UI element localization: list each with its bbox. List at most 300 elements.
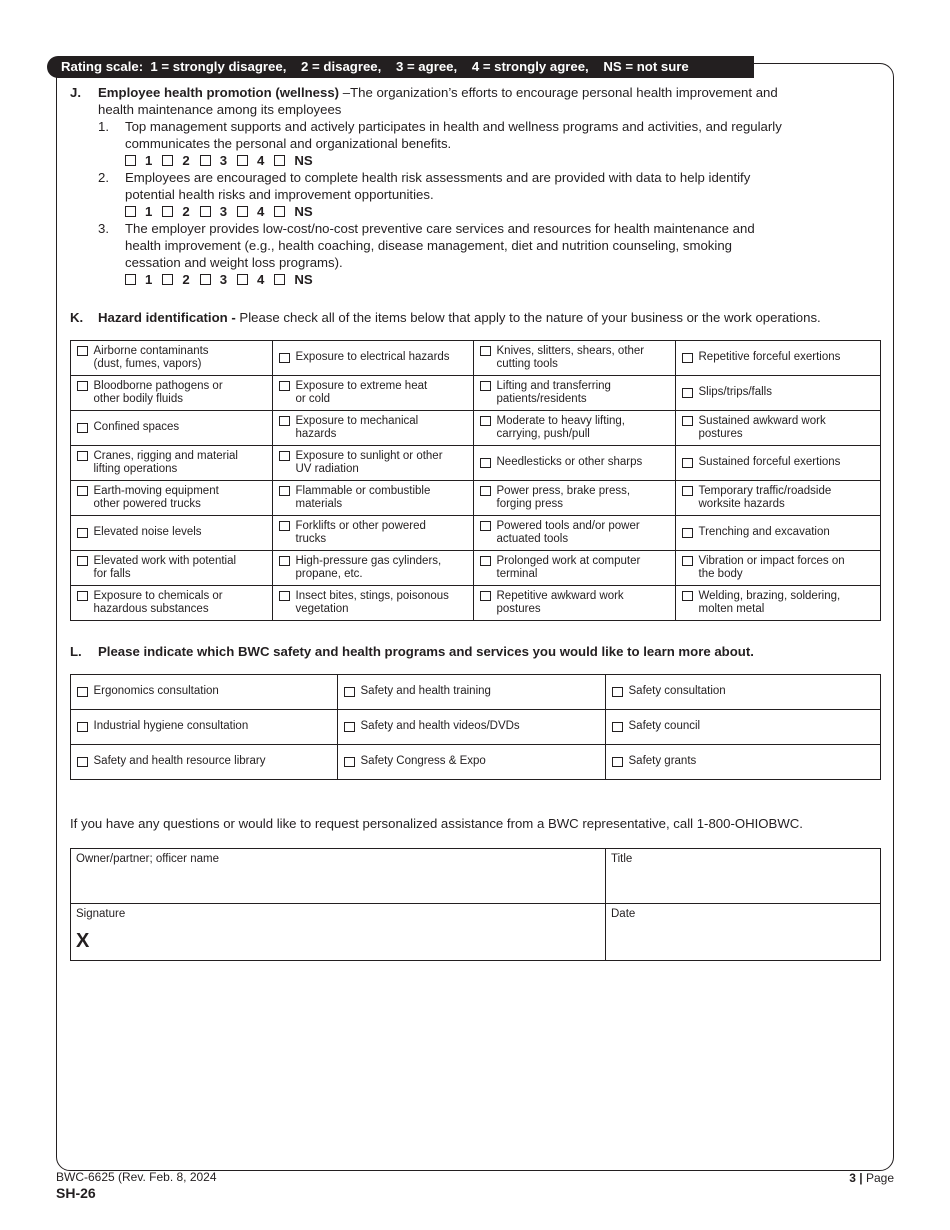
- section-j-item-line: cessation and weight loss programs).: [125, 255, 343, 270]
- checkbox[interactable]: [480, 556, 491, 567]
- hazard-option[interactable]: [279, 380, 469, 407]
- program-label: Safety and health training: [360, 685, 491, 698]
- rating-option[interactable]: [162, 153, 189, 168]
- hazard-cell[interactable]: [474, 481, 676, 516]
- hazard-label-line: Elevated work with potential: [93, 554, 237, 567]
- hazard-cell[interactable]: [273, 586, 474, 621]
- hazard-cell[interactable]: [676, 411, 881, 446]
- hazard-label: [296, 351, 450, 365]
- section-k-letter: K.: [70, 310, 84, 325]
- checkbox[interactable]: [682, 556, 693, 567]
- checkbox[interactable]: [200, 155, 211, 166]
- program-table: [70, 674, 881, 780]
- hazard-label-line: Vibration or impact forces on: [698, 554, 845, 567]
- rating-option[interactable]: [125, 272, 152, 287]
- hazard-label-line: for falls: [93, 568, 131, 580]
- hazard-label: [699, 555, 845, 582]
- hazard-label: [94, 421, 180, 435]
- hazard-cell[interactable]: [676, 586, 881, 621]
- checkbox[interactable]: [682, 591, 693, 602]
- checkbox[interactable]: [612, 757, 623, 768]
- checkbox[interactable]: [162, 274, 173, 285]
- checkbox[interactable]: [480, 591, 491, 602]
- checkbox[interactable]: [682, 353, 693, 364]
- hazard-label: [497, 345, 645, 372]
- hazard-label-line: Exposure to mechanical: [295, 414, 419, 427]
- hazard-label-line: UV radiation: [295, 463, 359, 475]
- checkbox[interactable]: [77, 528, 88, 539]
- page-word: Page: [865, 1171, 894, 1185]
- hazard-label-line: Power press, brake press,: [496, 484, 631, 497]
- checkbox[interactable]: [279, 521, 290, 532]
- hazard-option[interactable]: [480, 345, 671, 372]
- rating-option[interactable]: [125, 153, 152, 168]
- hazard-cell[interactable]: [273, 516, 474, 551]
- hazard-option[interactable]: [279, 485, 469, 512]
- hazard-option[interactable]: [77, 450, 268, 477]
- program-row: [71, 675, 881, 710]
- rating-option-label: NS: [294, 272, 313, 287]
- rating-option[interactable]: [237, 204, 264, 219]
- program-cell[interactable]: [338, 675, 606, 710]
- hazard-option[interactable]: [682, 351, 876, 365]
- section-j-item-line: communicates the personal and organizational benefits.: [125, 136, 452, 151]
- checkbox[interactable]: [77, 687, 88, 698]
- hazard-option[interactable]: [77, 380, 268, 407]
- hazard-label: [296, 485, 431, 512]
- checkbox[interactable]: [237, 155, 248, 166]
- program-cell[interactable]: [338, 745, 606, 780]
- hazard-option[interactable]: [480, 485, 671, 512]
- hazard-label-line: hazardous substances: [93, 603, 209, 615]
- hazard-label-line: propane, etc.: [295, 568, 363, 580]
- program-cell[interactable]: [71, 710, 338, 745]
- program-option[interactable]: [612, 755, 876, 769]
- checkbox[interactable]: [162, 155, 173, 166]
- program-cell[interactable]: [71, 675, 338, 710]
- signature-field[interactable]: [71, 904, 606, 961]
- hazard-cell[interactable]: [71, 446, 273, 481]
- hazard-label-line: lifting operations: [93, 463, 178, 475]
- hazard-label-line: the body: [698, 568, 743, 580]
- program-label: Ergonomics consultation: [93, 685, 219, 698]
- section-j-title: Employee health promotion (wellness): [98, 85, 340, 100]
- section-j-heading: [98, 84, 888, 118]
- hazard-label-line: actuated tools: [496, 533, 569, 545]
- hazard-option[interactable]: [279, 590, 469, 617]
- hazard-option[interactable]: [77, 590, 268, 617]
- hazard-option[interactable]: [480, 555, 671, 582]
- section-j-item-line: health improvement (e.g., health coaching, disease management, diet and nutrition counseling, smoking: [125, 238, 732, 253]
- checkbox[interactable]: [77, 346, 88, 357]
- hazard-label-line: Welding, brazing, soldering,: [698, 589, 841, 602]
- checkbox[interactable]: [274, 274, 285, 285]
- checkbox[interactable]: [480, 416, 491, 427]
- checkbox[interactable]: [344, 722, 355, 733]
- checkbox[interactable]: [279, 556, 290, 567]
- rating-option[interactable]: [274, 272, 312, 287]
- hazard-option[interactable]: [77, 555, 268, 582]
- checkbox[interactable]: [125, 155, 136, 166]
- hazard-label-line: Earth-moving equipment: [93, 484, 219, 497]
- hazard-label-line: Exposure to sunlight or other: [295, 449, 443, 462]
- hazard-label-line: High-pressure gas cylinders,: [295, 554, 442, 567]
- checkbox[interactable]: [279, 381, 290, 392]
- page-num: 3: [849, 1171, 856, 1185]
- checkbox[interactable]: [200, 206, 211, 217]
- section-j-desc-line1: –The organization’s efforts to encourage personal health improvement and: [339, 85, 778, 100]
- checkbox[interactable]: [77, 757, 88, 768]
- hazard-label-line: cutting tools: [496, 358, 558, 370]
- checkbox[interactable]: [344, 687, 355, 698]
- hazard-option[interactable]: [480, 590, 671, 617]
- hazard-label-line: Prolonged work at computer: [496, 554, 641, 567]
- program-cell[interactable]: [606, 745, 881, 780]
- hazard-option[interactable]: [279, 415, 469, 442]
- owner-name-label: Owner/partner; officer name: [76, 853, 219, 865]
- hazard-option[interactable]: [682, 485, 876, 512]
- program-cell[interactable]: [606, 675, 881, 710]
- program-cell[interactable]: [338, 710, 606, 745]
- rating-option-label: NS: [294, 204, 313, 219]
- rating-option[interactable]: [200, 153, 227, 168]
- checkbox[interactable]: [279, 353, 290, 364]
- hazard-label: [497, 456, 643, 470]
- program-cell[interactable]: [71, 745, 338, 780]
- hazard-cell[interactable]: [273, 411, 474, 446]
- rating-option-label: 3: [219, 272, 228, 287]
- hazard-row: [71, 341, 881, 376]
- section-j-item-text: [125, 169, 885, 203]
- hazard-label-line: Flammable or combustible: [295, 484, 431, 497]
- hazard-label-line: carrying, push/pull: [496, 428, 590, 440]
- hazard-option[interactable]: [480, 415, 671, 442]
- hazard-label-line: Slips/trips/falls: [698, 386, 772, 399]
- hazard-label: [699, 415, 826, 442]
- owner-name-field[interactable]: [71, 849, 606, 904]
- form-id: BWC-6625 (Rev. Feb. 8, 2024: [56, 1170, 217, 1184]
- program-label: Safety Congress & Expo: [360, 755, 486, 768]
- hazard-label-line: materials: [295, 498, 343, 510]
- rating-option[interactable]: [274, 153, 312, 168]
- rating-option-label: 4: [257, 153, 265, 168]
- rating-option-label: 4: [257, 204, 265, 219]
- program-cell[interactable]: [606, 710, 881, 745]
- hazard-option[interactable]: [279, 351, 469, 365]
- checkbox[interactable]: [682, 528, 693, 539]
- hazard-label: [94, 590, 223, 617]
- rating-option[interactable]: [200, 272, 227, 287]
- checkbox[interactable]: [77, 722, 88, 733]
- checkbox[interactable]: [77, 556, 88, 567]
- section-j-desc-line2: health maintenance among its employees: [98, 102, 342, 117]
- section-j-item-line: Employees are encouraged to complete health risk assessments and are provided with data to help identify: [125, 170, 751, 185]
- hazard-label: [497, 415, 626, 442]
- hazard-label: [699, 386, 773, 400]
- hazard-option[interactable]: [77, 421, 268, 435]
- hazard-cell[interactable]: [71, 376, 273, 411]
- checkbox[interactable]: [480, 346, 491, 357]
- hazard-label: [699, 526, 830, 540]
- section-j-item-number: 1.: [98, 119, 109, 134]
- hazard-label-line: terminal: [496, 568, 538, 580]
- hazard-option[interactable]: [77, 485, 268, 512]
- hazard-option[interactable]: [480, 520, 671, 547]
- hazard-option[interactable]: [480, 456, 671, 470]
- hazard-cell[interactable]: [71, 516, 273, 551]
- rating-option-label: 2: [182, 153, 190, 168]
- section-j-item-line: potential health risks and improvement opportunities.: [125, 187, 434, 202]
- hazard-label-line: Bloodborne pathogens or: [93, 379, 223, 392]
- hazard-label-line: vegetation: [295, 603, 349, 615]
- section-j-item-number: 3.: [98, 221, 109, 236]
- rating-options: [125, 152, 323, 169]
- checkbox[interactable]: [612, 722, 623, 733]
- hazard-cell[interactable]: [676, 446, 881, 481]
- checkbox[interactable]: [682, 486, 693, 497]
- rating-option[interactable]: [162, 272, 189, 287]
- hazard-row: [71, 586, 881, 621]
- date-label: Date: [611, 908, 636, 920]
- hazard-row: [71, 446, 881, 481]
- hazard-option[interactable]: [682, 590, 876, 617]
- checkbox[interactable]: [682, 416, 693, 427]
- hazard-label: [699, 351, 841, 365]
- program-label: Safety consultation: [628, 685, 726, 698]
- date-field[interactable]: [606, 904, 881, 961]
- checkbox[interactable]: [237, 274, 248, 285]
- checkbox[interactable]: [200, 274, 211, 285]
- section-j-item-text: [125, 220, 885, 271]
- hazard-row: [71, 516, 881, 551]
- program-option[interactable]: [344, 685, 601, 699]
- program-label: Safety council: [628, 720, 701, 733]
- hazard-option[interactable]: [77, 526, 268, 540]
- hazard-option[interactable]: [682, 555, 876, 582]
- program-row: [71, 745, 881, 780]
- hazard-option[interactable]: [682, 415, 876, 442]
- hazard-label: [497, 485, 631, 512]
- rating-option-label: 4: [257, 272, 265, 287]
- checkbox[interactable]: [612, 687, 623, 698]
- hazard-label: [296, 415, 419, 442]
- hazard-label: [296, 590, 449, 617]
- checkbox[interactable]: [480, 486, 491, 497]
- hazard-cell[interactable]: [474, 586, 676, 621]
- checkbox[interactable]: [125, 274, 136, 285]
- rating-option-label: NS: [294, 153, 313, 168]
- page-sep: |: [855, 1171, 866, 1185]
- hazard-label-line: other bodily fluids: [93, 393, 183, 405]
- hazard-label-line: postures: [698, 428, 743, 440]
- hazard-label-line: Airborne contaminants: [93, 344, 209, 357]
- hazard-label-line: worksite hazards: [698, 498, 785, 510]
- title-field[interactable]: [606, 849, 881, 904]
- section-j-letter: J.: [70, 85, 81, 100]
- hazard-label: [699, 456, 841, 470]
- hazard-option[interactable]: [480, 380, 671, 407]
- checkbox[interactable]: [279, 451, 290, 462]
- hazard-label-line: Powered tools and/or power: [496, 519, 640, 532]
- hazard-label-line: Lifting and transferring: [496, 379, 611, 392]
- hazard-option[interactable]: [682, 386, 876, 400]
- hazard-label-line: Sustained awkward work: [698, 414, 826, 427]
- hazard-label: [497, 555, 641, 582]
- hazard-label-line: Repetitive forceful exertions: [698, 351, 841, 364]
- checkbox[interactable]: [682, 458, 693, 469]
- hazard-label-line: molten metal: [698, 603, 765, 615]
- program-option[interactable]: [77, 755, 333, 769]
- hazard-cell[interactable]: [676, 481, 881, 516]
- checkbox[interactable]: [279, 486, 290, 497]
- checkbox[interactable]: [77, 486, 88, 497]
- page-number: [849, 1171, 894, 1185]
- hazard-label: [94, 345, 209, 372]
- section-j-item-number: 2.: [98, 170, 109, 185]
- hazard-cell[interactable]: [273, 551, 474, 586]
- hazard-label-line: hazards: [295, 428, 337, 440]
- hazard-label-line: patients/residents: [496, 393, 587, 405]
- hazard-cell[interactable]: [474, 341, 676, 376]
- section-j-item-text: [125, 118, 885, 152]
- hazard-option[interactable]: [279, 555, 469, 582]
- section-k-title: Hazard identification -: [98, 310, 236, 325]
- hazard-cell[interactable]: [474, 551, 676, 586]
- hazard-label: [497, 520, 640, 547]
- hazard-label-line: Sustained forceful exertions: [698, 456, 841, 469]
- rating-option-label: 1: [145, 204, 153, 219]
- section-l-title: Please indicate which BWC safety and health programs and services you would like to learn more about.: [98, 644, 754, 659]
- hazard-label-line: Exposure to chemicals or: [93, 589, 223, 602]
- hazard-label-line: Elevated noise levels: [93, 526, 202, 539]
- checkbox[interactable]: [279, 416, 290, 427]
- hazard-label: [296, 450, 443, 477]
- hazard-label: [94, 555, 237, 582]
- rating-options: [125, 271, 323, 288]
- hazard-option[interactable]: [279, 450, 469, 477]
- program-option[interactable]: [612, 720, 876, 734]
- hazard-label-line: Cranes, rigging and material: [93, 449, 238, 462]
- checkbox[interactable]: [344, 757, 355, 768]
- checkbox[interactable]: [274, 155, 285, 166]
- hazard-option[interactable]: [279, 520, 469, 547]
- hazard-label-line: trucks: [295, 533, 327, 545]
- checkbox[interactable]: [77, 423, 88, 434]
- hazard-cell[interactable]: [273, 446, 474, 481]
- hazard-label-line: Insect bites, stings, poisonous: [295, 589, 449, 602]
- hazard-option[interactable]: [682, 526, 876, 540]
- hazard-cell[interactable]: [273, 376, 474, 411]
- rating-option[interactable]: [237, 153, 264, 168]
- rating-option[interactable]: [237, 272, 264, 287]
- checkbox[interactable]: [480, 521, 491, 532]
- rating-option[interactable]: [125, 204, 152, 219]
- program-option[interactable]: [344, 720, 601, 734]
- signature-table: [70, 848, 881, 961]
- checkbox[interactable]: [77, 381, 88, 392]
- hazard-row: [71, 551, 881, 586]
- checkbox[interactable]: [480, 458, 491, 469]
- checkbox[interactable]: [77, 591, 88, 602]
- checkbox[interactable]: [682, 388, 693, 399]
- section-l-letter: L.: [70, 644, 82, 659]
- contact-text: If you have any questions or would like to request personalized assistance from a BWC representative, call 1-800-OHIOBWC.: [70, 816, 803, 831]
- checkbox[interactable]: [162, 206, 173, 217]
- hazard-cell[interactable]: [71, 481, 273, 516]
- hazard-label: [94, 485, 219, 512]
- hazard-option[interactable]: [77, 345, 268, 372]
- rating-option-label: 3: [219, 153, 228, 168]
- hazard-label-line: Knives, slitters, shears, other: [496, 344, 645, 357]
- hazard-option[interactable]: [682, 456, 876, 470]
- rating-option[interactable]: [162, 204, 189, 219]
- rating-option-label: 3: [219, 204, 228, 219]
- hazard-cell[interactable]: [273, 481, 474, 516]
- hazard-cell[interactable]: [273, 341, 474, 376]
- section-k-desc: Please check all of the items below that apply to the nature of your business or the work operations.: [235, 310, 821, 325]
- hazard-label: [296, 555, 442, 582]
- hazard-cell[interactable]: [474, 446, 676, 481]
- checkbox[interactable]: [125, 206, 136, 217]
- section-j-item-line: Top management supports and actively participates in health and wellness programs and activities, and regularly: [125, 119, 782, 134]
- hazard-cell[interactable]: [676, 341, 881, 376]
- program-option[interactable]: [77, 685, 333, 699]
- hazard-cell[interactable]: [676, 516, 881, 551]
- hazard-label: [497, 380, 611, 407]
- rating-scale-banner: Rating scale: 1 = strongly disagree, 2 = disagree, 3 = agree, 4 = strongly agree, NS = not sure: [47, 56, 754, 78]
- checkbox[interactable]: [237, 206, 248, 217]
- program-label: Safety grants: [628, 755, 697, 768]
- hazard-label-line: Needlesticks or other sharps: [496, 456, 643, 469]
- hazard-label-line: other powered trucks: [93, 498, 201, 510]
- hazard-cell[interactable]: [676, 551, 881, 586]
- hazard-cell[interactable]: [71, 411, 273, 446]
- hazard-cell[interactable]: [71, 551, 273, 586]
- hazard-row: [71, 411, 881, 446]
- checkbox[interactable]: [279, 591, 290, 602]
- hazard-row: [71, 481, 881, 516]
- rating-option-label: 1: [145, 272, 153, 287]
- rating-option-label: 1: [145, 153, 153, 168]
- hazard-cell[interactable]: [71, 586, 273, 621]
- rating-option[interactable]: [274, 204, 312, 219]
- checkbox[interactable]: [274, 206, 285, 217]
- hazard-label-line: Forklifts or other powered: [295, 519, 426, 532]
- program-option[interactable]: [612, 685, 876, 699]
- hazard-cell[interactable]: [474, 376, 676, 411]
- hazard-label: [699, 485, 832, 512]
- checkbox[interactable]: [480, 381, 491, 392]
- program-option[interactable]: [344, 755, 601, 769]
- hazard-cell[interactable]: [474, 516, 676, 551]
- hazard-cell[interactable]: [474, 411, 676, 446]
- program-label: Safety and health resource library: [93, 755, 266, 768]
- hazard-label-line: Temporary traffic/roadside: [698, 484, 832, 497]
- hazard-cell[interactable]: [676, 376, 881, 411]
- rating-option[interactable]: [200, 204, 227, 219]
- hazard-label-line: (dust, fumes, vapors): [93, 358, 202, 370]
- section-j-item-line: The employer provides low-cost/no-cost preventive care services and resources for health maintenance and: [125, 221, 755, 236]
- hazard-label-line: Moderate to heavy lifting,: [496, 414, 625, 427]
- signature-x-mark: X: [76, 930, 90, 952]
- checkbox[interactable]: [77, 451, 88, 462]
- hazard-label: [699, 590, 841, 617]
- hazard-label: [296, 520, 426, 547]
- hazard-table: [70, 340, 881, 621]
- hazard-label-line: forging press: [496, 498, 563, 510]
- hazard-cell[interactable]: [71, 341, 273, 376]
- program-option[interactable]: [77, 720, 333, 734]
